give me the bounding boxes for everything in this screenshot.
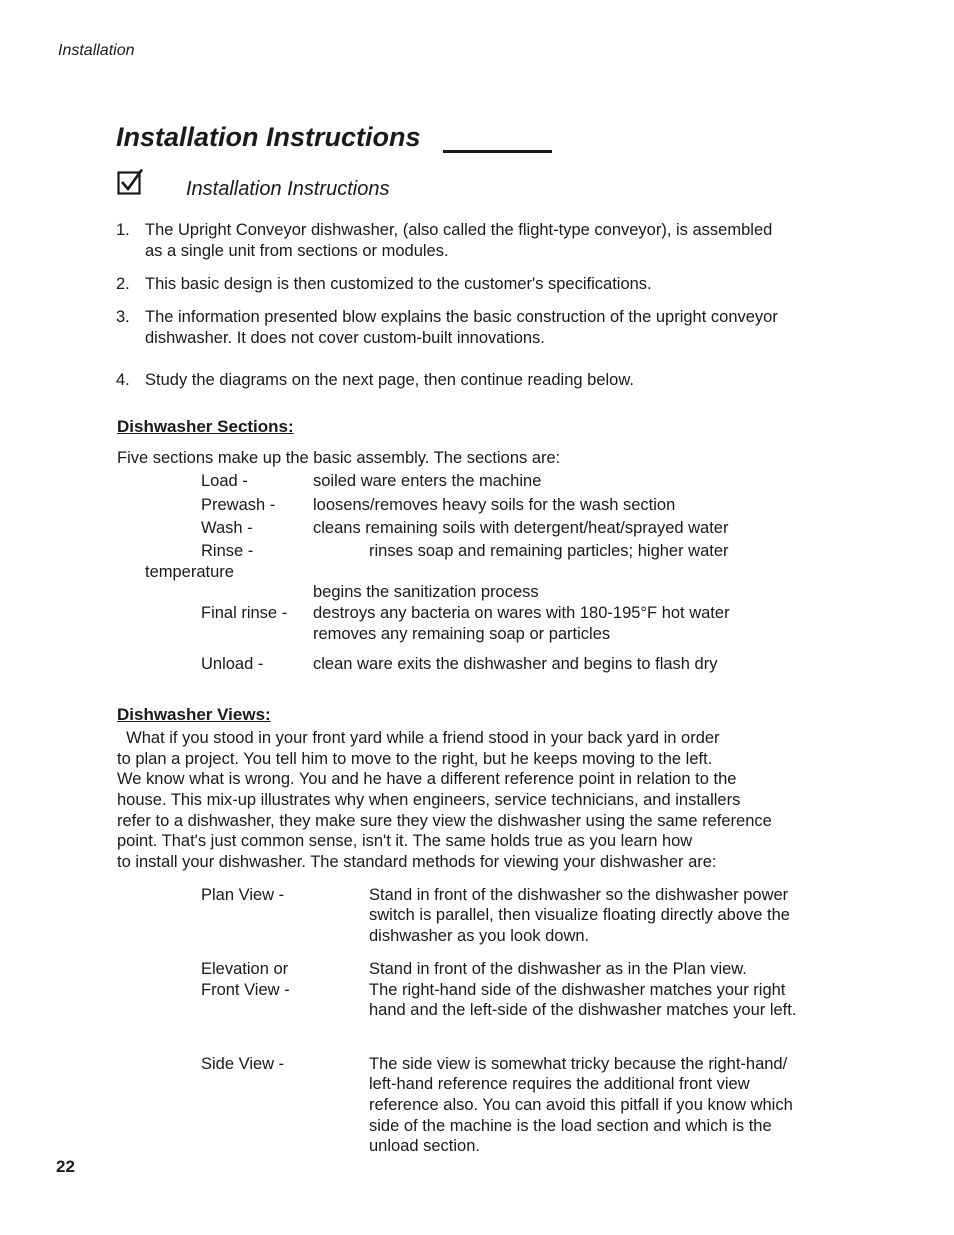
view-label: Elevation or (201, 960, 289, 978)
view-desc: Stand in front of the dishwasher as in the Plan view. (369, 960, 747, 978)
section-desc-extra: begins the sanitization process (313, 583, 539, 601)
step-text: The Upright Conveyor dishwasher, (also called the flight-type conveyor), is assembled (145, 221, 773, 239)
section-desc: cleans remaining soils with detergent/heat/sprayed water (313, 519, 729, 537)
step-number: 4. (116, 371, 130, 389)
section-desc: clean ware exits the dishwasher and begins to flash dry (313, 655, 718, 673)
view-desc: Stand in front of the dishwasher so the dishwasher power (369, 886, 789, 904)
section-desc: rinses soap and remaining particles; higher water (369, 542, 729, 560)
page-title: Installation Instructions (116, 122, 421, 152)
views-heading: Dishwasher Views: (117, 705, 271, 724)
views-paragraph-line: We know what is wrong. You and he have a different reference point in relation to the (117, 770, 737, 788)
section-desc-wrap: temperature (145, 563, 234, 581)
view-desc: The right-hand side of the dishwasher matches your right (369, 981, 786, 999)
sections-heading: Dishwasher Sections: (117, 417, 294, 436)
view-desc: reference also. You can avoid this pitfall if you know which (369, 1096, 793, 1114)
section-label: Load - (201, 472, 248, 490)
title-underline-rule (443, 150, 552, 153)
section-label: Prewash - (201, 496, 276, 514)
section-label: Rinse - (201, 542, 254, 560)
step-text: The information presented blow explains the basic construction of the upright conveyor (145, 308, 778, 326)
step-text: This basic design is then customized to the customer's specifications. (145, 275, 652, 293)
views-paragraph-line: to install your dishwasher. The standard methods for viewing your dishwasher are: (117, 853, 717, 871)
section-desc: soiled ware enters the machine (313, 472, 542, 490)
view-desc: The side view is somewhat tricky because the right-hand/ (369, 1055, 788, 1073)
views-paragraph-line: refer to a dishwasher, they make sure they view the dishwasher using the same reference (117, 812, 772, 830)
views-paragraph-line: What if you stood in your front yard while a friend stood in your back yard in order (117, 729, 720, 747)
section-subtitle: Installation Instructions (186, 178, 390, 200)
step-text: as a single unit from sections or modules. (145, 242, 449, 260)
view-desc: left-hand reference requires the additional front view (369, 1075, 750, 1093)
section-desc: loosens/removes heavy soils for the wash section (313, 496, 676, 514)
view-label: Plan View - (201, 886, 285, 904)
view-desc: side of the machine is the load section and which is the (369, 1117, 772, 1135)
view-desc: hand and the left-side of the dishwasher matches your left. (369, 1001, 797, 1019)
view-desc: unload section. (369, 1137, 480, 1155)
sections-intro: Five sections make up the basic assembly. The sections are: (117, 449, 561, 467)
view-desc: dishwasher as you look down. (369, 927, 590, 945)
section-desc-extra: removes any remaining soap or particles (313, 625, 611, 643)
section-desc: destroys any bacteria on wares with 180-195°F hot water (313, 604, 730, 622)
step-number: 3. (116, 308, 130, 326)
step-number: 1. (116, 221, 130, 239)
section-label: Unload - (201, 655, 264, 673)
view-desc: switch is parallel, then visualize floating directly above the (369, 906, 790, 924)
section-label: Wash - (201, 519, 253, 537)
view-label: Side View - (201, 1055, 285, 1073)
step-text: dishwasher. It does not cover custom-built innovations. (145, 329, 545, 347)
checkbox-checked-icon (117, 168, 144, 195)
step-text: Study the diagrams on the next page, then continue reading below. (145, 371, 634, 389)
section-label: Final rinse - (201, 604, 288, 622)
views-paragraph-line: to plan a project. You tell him to move to the right, but he keeps moving to the left. (117, 750, 713, 768)
views-paragraph-line: point. That's just common sense, isn't it. The same holds true as you learn how (117, 832, 693, 850)
views-paragraph-line: house. This mix-up illustrates why when engineers, service technicians, and installers (117, 791, 741, 809)
page-number: 22 (56, 1157, 75, 1176)
view-label: Front View - (201, 981, 290, 999)
running-header: Installation (58, 42, 135, 59)
step-number: 2. (116, 275, 130, 293)
